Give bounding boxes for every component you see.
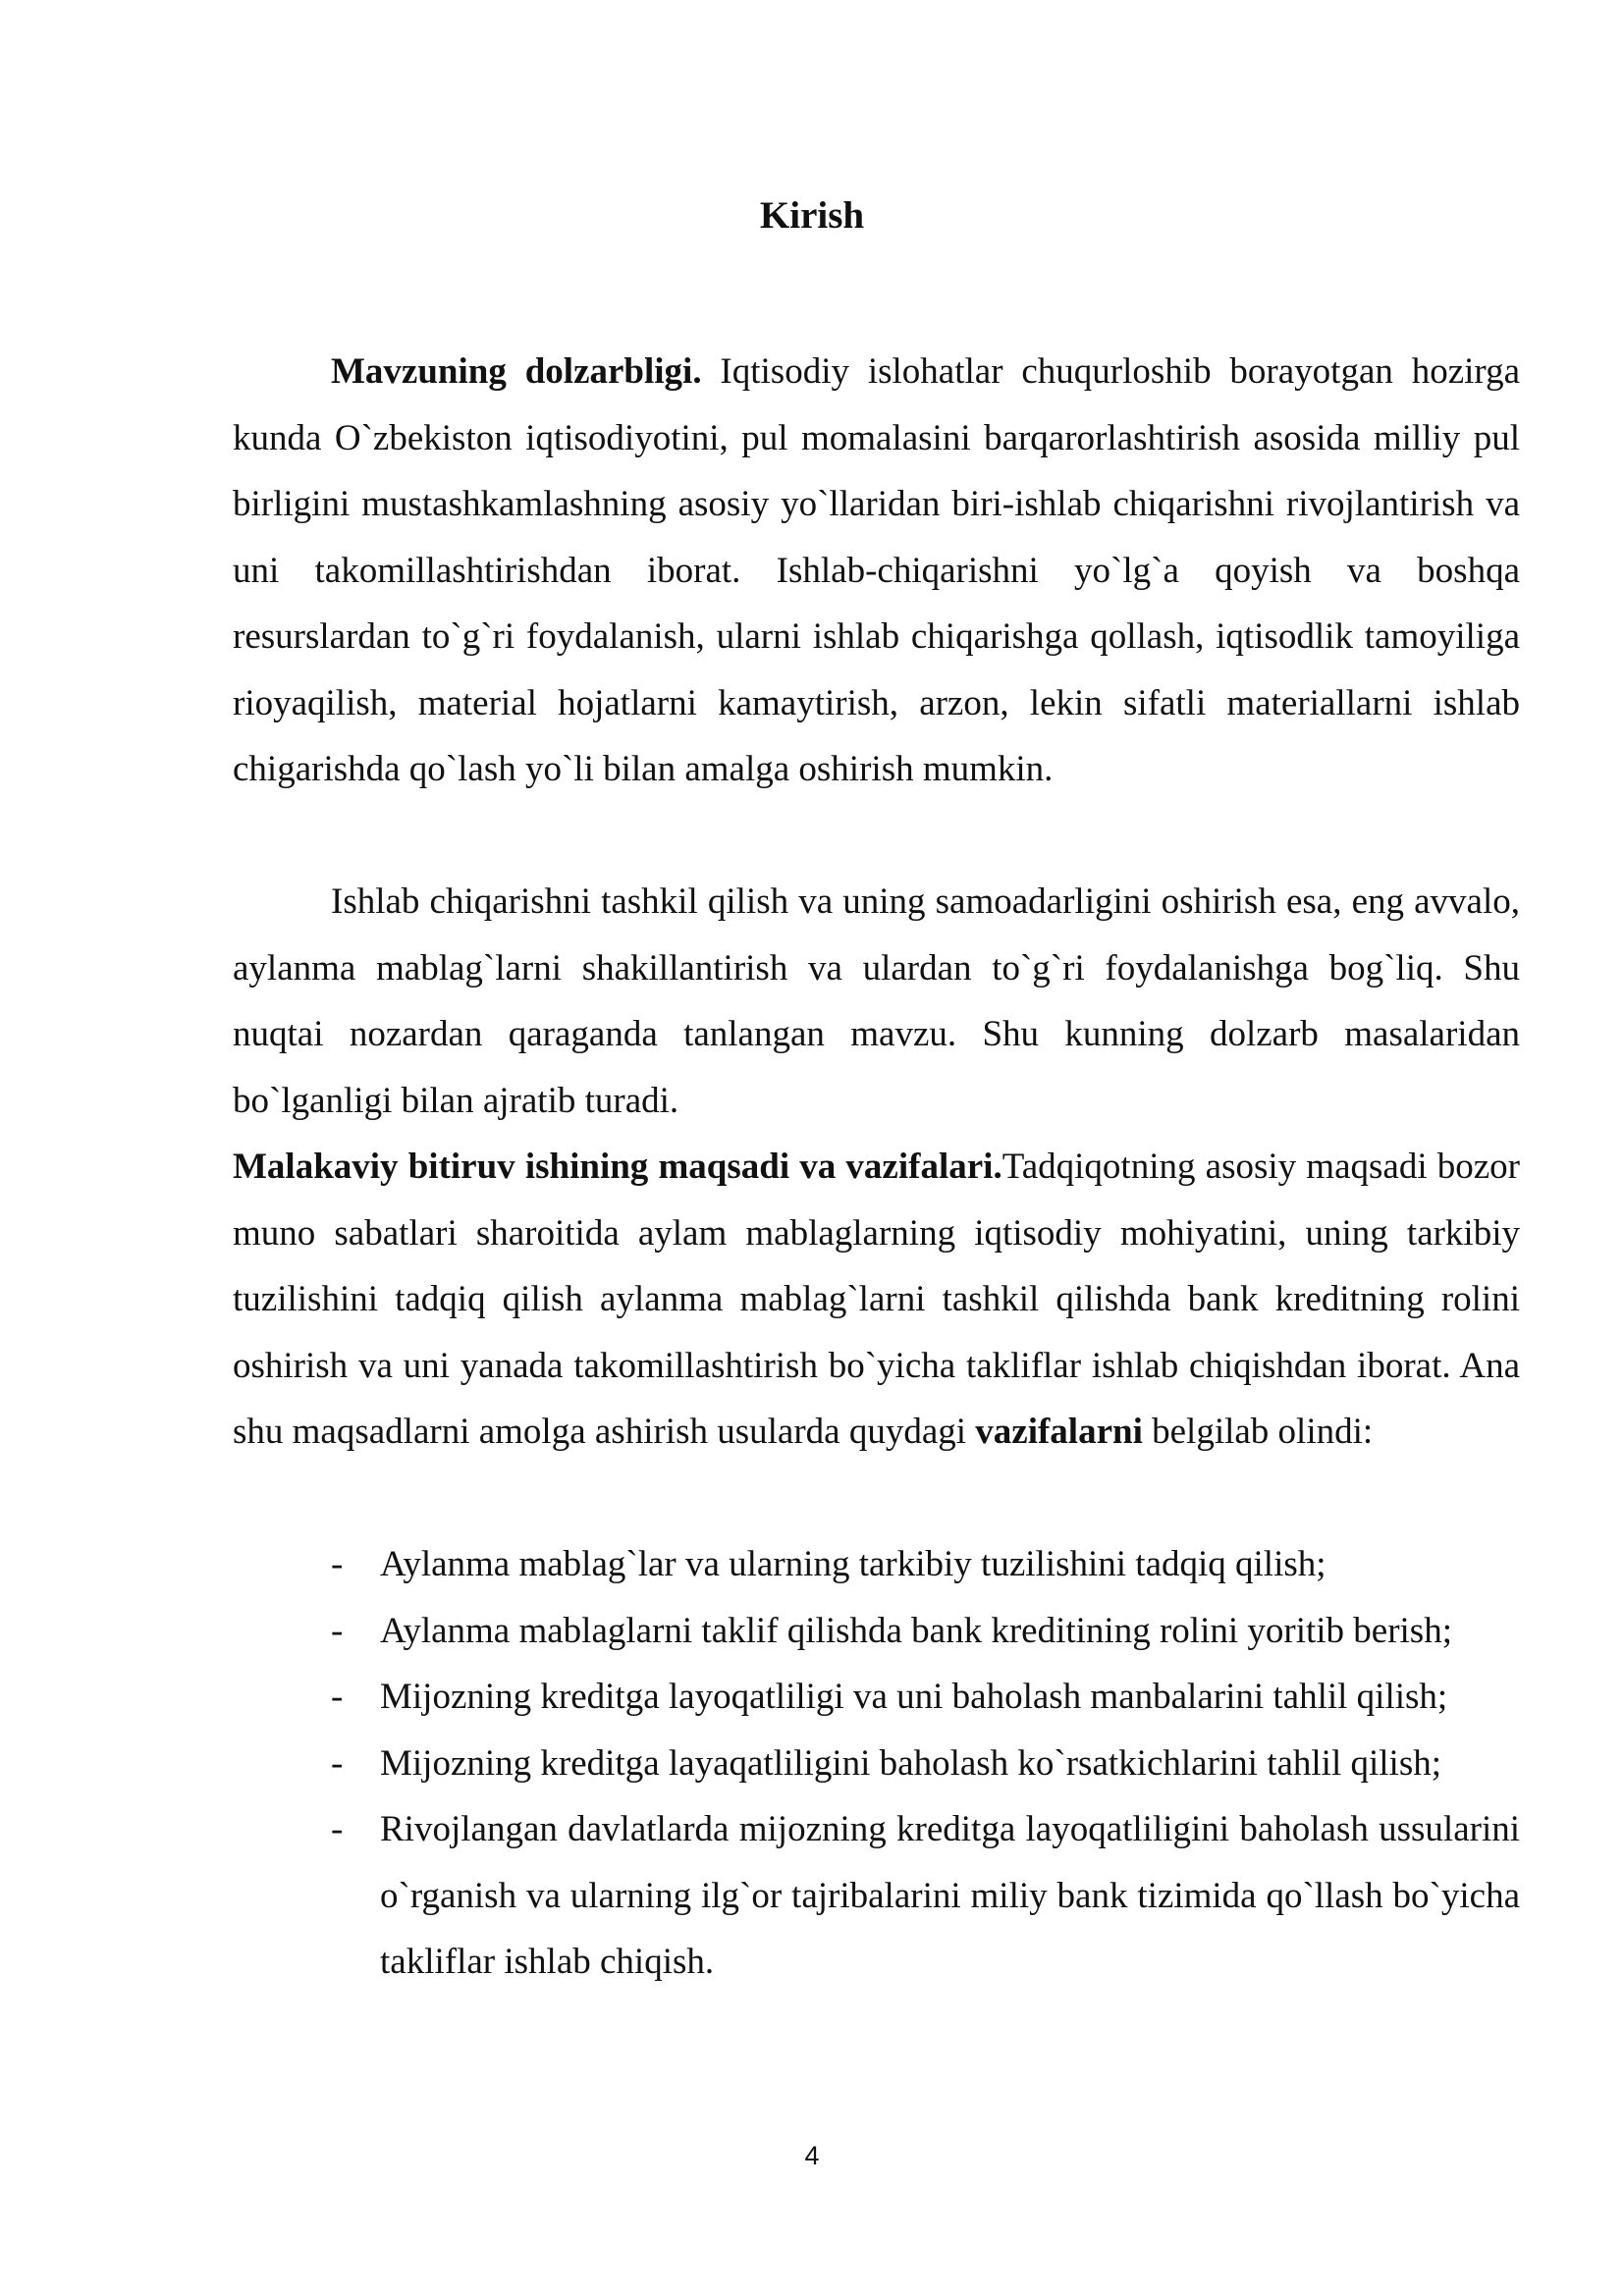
list-dash: - — [331, 1742, 344, 1784]
paragraph-relevance — [233, 339, 1520, 803]
paragraph-goals-heading: Malakaviy bitiruv ishining maqsadi va vazifalari. — [233, 1147, 1002, 1187]
list-dash: - — [331, 1809, 344, 1849]
paragraph-production-text: Ishlab chiqarishni tashkil qilish va uning samoadarligini oshirish esa, eng avvalo, aylanma mablag`larni shakillantirish va ulardan to`g`ri foydalanishga bog`liq. Shu nuqtai nozardan qaraganda tanlangan mavzu. Shu kunning dolzarb masalaridan bo`lganligi bilan ajratib turadi. — [233, 881, 1520, 1121]
list-item — [233, 1796, 1520, 1996]
list-item — [233, 1664, 1520, 1731]
paragraph-goals-tail: belgilab olindi: — [1142, 1412, 1374, 1452]
list-item-text: Mijozning kreditga layaqatliligini baholash ko`rsatkichlarini tahlil qilish; — [380, 1742, 1442, 1784]
task-list — [233, 1531, 1520, 1996]
list-item-text: Rivojlangan davlatlarda mijozning kreditga layoqatliligini baholash ussularini o`rganish va ularning ilg`or tajribalarini miliy bank tizimida qo`llash bo`yicha takliflar ishlab chiqish. — [380, 1809, 1520, 1982]
list-item — [233, 1731, 1520, 1797]
list-dash: - — [331, 1677, 344, 1717]
paragraph-production — [233, 869, 1520, 1134]
list-item-text: Mijozning kreditga layoqatliligi va uni baholash manbalarini tahlil qilish; — [380, 1677, 1448, 1717]
page-number: 4 — [804, 2141, 820, 2170]
paragraph-relevance-heading: Mavzuning dolzarbligi. — [331, 351, 702, 392]
list-item-text: Aylanma mablaglarni taklif qilishda bank kreditining rolini yoritib berish; — [380, 1610, 1452, 1651]
paragraph-goals-emphasis: vazifalarni — [975, 1412, 1143, 1452]
list-dash: - — [331, 1610, 344, 1651]
paragraph-goals — [233, 1134, 1520, 1466]
list-item — [233, 1598, 1520, 1665]
page-title: Kirish — [759, 194, 865, 237]
paragraph-relevance-text: Iqtisodiy islohatlar chuqurloshib borayotgan hozirga kunda O`zbekiston iqtisodiyotini, pul momalasini barqarorlashtirish asosida milliy pul birligini mustashkamlashning asosiy yo`llaridan biri-ishlab chiqarishni rivojlantirish va uni takomillashtirishdan iborat. Ishlab-chiqarishni yo`lg`a qoyish va boshqa resurslardan to`g`ri foydalanish, ularni ishlab chiqarishga qollash, iqtisodlik tamoyiliga rioyaqilish, material hojatlarni kamaytirish, arzon, lekin sifatli materiallarni ishlab chigarishda qo`lash yo`li bilan amalga oshirish mumkin. — [233, 351, 1520, 789]
list-dash: - — [331, 1544, 344, 1584]
list-item — [233, 1531, 1520, 1598]
list-item-text: Aylanma mablag`lar va ularning tarkibiy tuzilishini tadqiq qilish; — [380, 1544, 1326, 1584]
paragraph-goals-text: Tadqiqotning asosiy maqsadi bozor muno sabatlari sharoitida aylam mablaglarning iqtisodiy mohiyatini, uning tarkibiy tuzilishini tadqiq qilish aylanma mablag`larni tashkil qilishda bank kreditning rolini oshirish va uni yanada takomillashtirish bo`yicha takliflar ishlab chiqishdan iborat. Ana shu maqsadlarni amolga ashirish usularda quydagi — [233, 1147, 1521, 1452]
